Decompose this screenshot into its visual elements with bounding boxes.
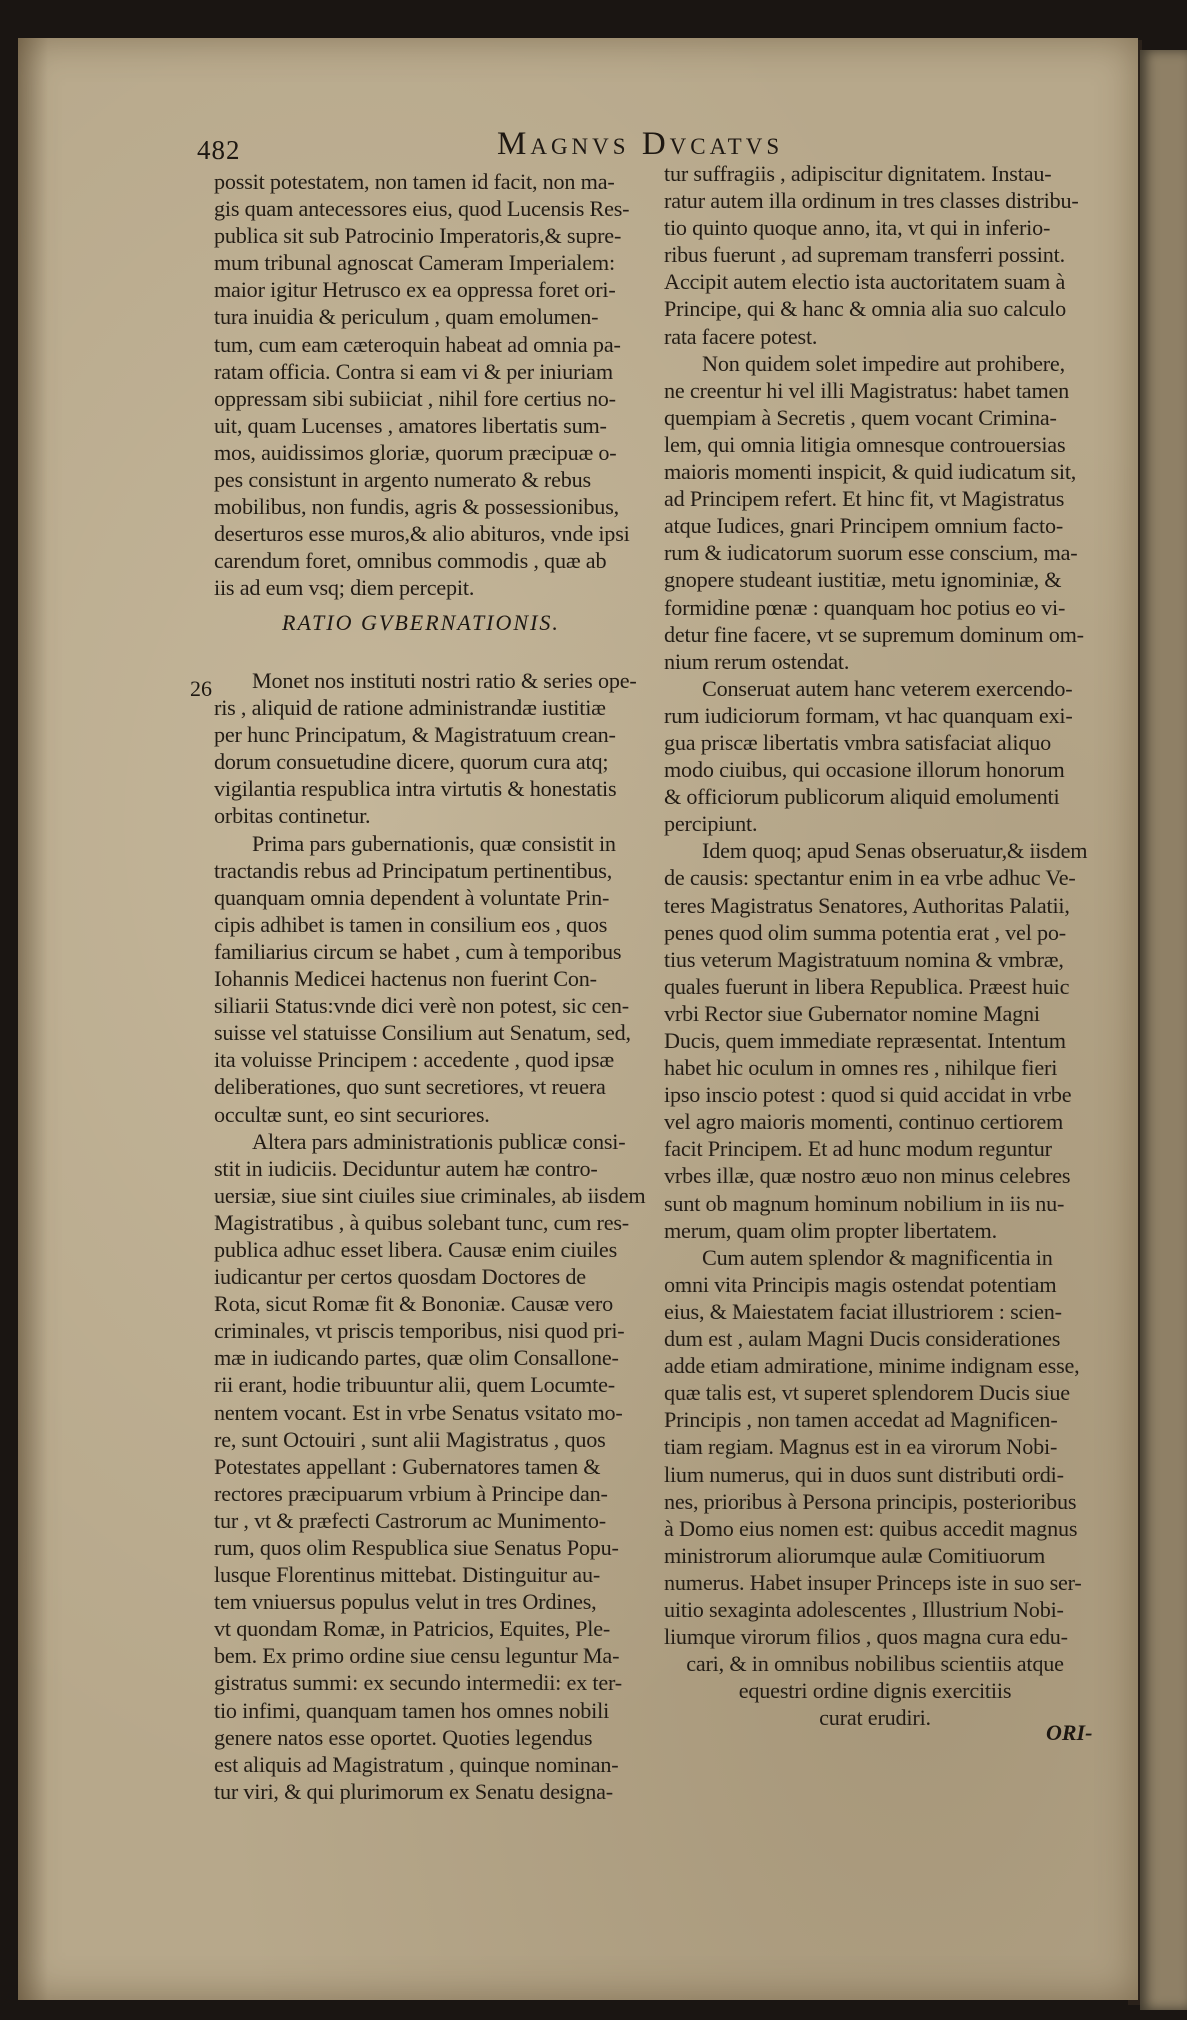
- text-line: eius, & Maiestatem faciat illustriorem : scien-: [664, 1298, 1062, 1324]
- text-line: quanquam omnia dependent à voluntate Prin-: [214, 884, 610, 910]
- text-line: equestri ordine dignis exercitiis: [738, 1678, 1012, 1704]
- text-line: per hunc Principatum, & Magistratuum crean-: [214, 722, 616, 748]
- text-line: publica adhuc esset libera. Causæ enim ciuiles: [214, 1236, 618, 1262]
- text-line: siliarii Status:vnde dici verè non potest, sic cen-: [214, 993, 629, 1019]
- text-line: tius veterum Magistratuum nomina & vmbræ,: [664, 946, 1064, 972]
- text-line: carendum foret, omnibus commodis , quæ ab: [214, 548, 607, 574]
- text-line: iudicantur per certos quosdam Doctores de: [214, 1264, 586, 1290]
- text-line: lium numerus, qui in duos sunt distributi ordi-: [664, 1461, 1064, 1487]
- text-line: oppressam sibi subiiciat , nihil fore certius no-: [214, 385, 616, 411]
- text-line: penes quod olim summa potentia erat , vel po-: [664, 919, 1066, 945]
- text-line: rum iudiciorum formam, vt hac quanquam exi-: [664, 702, 1073, 728]
- text-line: nes, prioribus à Persona principis, posterioribus: [664, 1488, 1077, 1514]
- text-line: teres Magistratus Senatores, Authoritas Palatii,: [664, 892, 1070, 918]
- text-line: possit potestatem, non tamen id facit, non ma-: [214, 169, 615, 194]
- left-column-lower: [214, 667, 654, 1805]
- left-column: [214, 168, 654, 602]
- right-paragraph-5: [664, 1244, 1086, 1732]
- text-line: lusque Florentinus mittebat. Distinguitur au-: [214, 1562, 601, 1588]
- text-line: ipso inscio potest : quod si quid accidat in vrbe: [664, 1082, 1072, 1108]
- text-line: bem. Ex primo ordine siue censu leguntur Ma-: [214, 1643, 620, 1669]
- text-line: ratur autem illa ordinum in tres classes distribu-: [664, 188, 1079, 214]
- text-line: gnopere studeant iustitiæ, metu ignominiæ, &: [664, 567, 1062, 593]
- text-line: Potestates appellant : Gubernatores tamen &: [214, 1453, 601, 1479]
- text-line: tura inuidia & periculum , quam emolumen-: [214, 304, 599, 330]
- text-line: nentem vocant. Est in vrbe Senatus vsitato mo-: [214, 1399, 623, 1425]
- text-line: lem, qui omnia litigia omnesque controuersias: [664, 431, 1066, 457]
- running-head: Magnvs Dvcatvs: [497, 126, 784, 162]
- text-line: Ducis, quem immediate repræsentat. Intentum: [664, 1028, 1066, 1053]
- text-line: maioris momenti inspicit, & quid iudicatum sit,: [664, 459, 1077, 485]
- right-column: [664, 160, 1086, 1731]
- text-line: à Domo eius nomen est: quibus accedit magnus: [664, 1515, 1078, 1541]
- text-line: suisse vel statuisse Consilium aut Senatum, sed,: [214, 1020, 631, 1046]
- text-line: atque Iudices, gnari Principem omnium facto-: [664, 513, 1064, 539]
- left-paragraph-4: [214, 1128, 654, 1805]
- text-line: uit, quam Lucenses , amatores libertatis sum-: [214, 412, 607, 438]
- text-line: quales fuerunt in libera Republica. Præest huic: [664, 973, 1070, 999]
- text-line: rum & iudicatorum suorum esse conscium, ma-: [664, 540, 1078, 566]
- text-line: tur viri, & qui plurimorum ex Senatu designa-: [214, 1778, 613, 1804]
- text-line: sunt ob magnum hominum nobilium in iis nu-: [664, 1190, 1065, 1216]
- left-paragraph-2: [214, 667, 654, 830]
- page-number: 482: [197, 135, 241, 165]
- text-line: Rota, sicut Romæ fit & Bononiæ. Causæ vero: [214, 1291, 613, 1317]
- text-line: maior igitur Hetrusco ex ea oppressa foret ori-: [214, 277, 616, 303]
- right-paragraph-3: [664, 675, 1086, 838]
- text-line: re, sunt Octouiri , sunt alii Magistratus , quos: [214, 1426, 606, 1452]
- text-line: & officiorum publicorum aliquid emolumenti: [664, 784, 1060, 810]
- text-line: tur , vt & præfecti Castrorum ac Munimento-: [214, 1507, 606, 1533]
- text-line: curat erudiri.: [819, 1705, 931, 1731]
- text-line: tum, cum eam cæteroquin habeat ad omnia pa-: [214, 331, 621, 357]
- left-paragraph-1: [214, 168, 654, 602]
- text-line: tio quinto quoque anno, ita, vt qui in inferio-: [664, 215, 1051, 241]
- right-paragraph-4: [664, 837, 1086, 1243]
- text-line: facit Principem. Et ad hunc modum reguntur: [664, 1136, 1052, 1162]
- text-line: mobilibus, non fundis, agris & possessionibus,: [214, 494, 619, 520]
- text-line: vrbi Rector siue Gubernator nomine Magni: [664, 1000, 1040, 1026]
- text-line: nium rerum ostendat.: [664, 648, 850, 674]
- text-line: cipis adhibet is tamen in consilium eos , quos: [214, 911, 608, 937]
- text-line: Non quidem solet impedire aut prohibere,: [702, 350, 1065, 376]
- text-line: est aliquis ad Magistratum , quinque nominan-: [214, 1751, 619, 1777]
- text-line: numerus. Habet insuper Princeps iste in suo ser-: [664, 1569, 1082, 1595]
- text-line: rata facere potest.: [664, 323, 818, 349]
- text-line: habet hic oculum in omnes res , nihilque fieri: [664, 1055, 1058, 1081]
- text-line: tur suffragiis , adipiscitur dignitatem. Instau-: [664, 161, 1052, 186]
- text-line: stit in iudiciis. Deciduntur autem hæ contro-: [214, 1155, 598, 1181]
- text-line: ribus fuerunt , ad supremam transferri possint.: [664, 242, 1065, 268]
- catchword: ORI-: [1046, 1720, 1093, 1745]
- text-line: uersiæ, siue sint ciuiles siue criminales, ab iisdem: [214, 1182, 646, 1208]
- text-line: Prima pars gubernationis, quæ consistit in: [252, 830, 616, 856]
- text-line: formidine pœnæ : quanquam hoc potius eo vi-: [664, 594, 1066, 620]
- text-line: pes consistunt in argento numerato & rebus: [214, 467, 591, 493]
- text-line: de causis: spectantur enim in ea vrbe adhuc Ve-: [664, 865, 1076, 891]
- text-line: vt quondam Romæ, in Patricios, Equites, Ple-: [214, 1616, 611, 1642]
- text-line: occultæ sunt, eo sint securiores.: [214, 1101, 490, 1127]
- section-heading: RATIO GVBERNATIONIS.: [282, 610, 560, 635]
- marginal-note: 26: [190, 676, 212, 701]
- text-line: tractandis rebus ad Principatum pertinentibus,: [214, 857, 613, 883]
- text-line: dum est , aulam Magni Ducis considerationes: [664, 1326, 1061, 1352]
- text-line: adde etiam admiratione, minime indignam esse,: [664, 1353, 1080, 1379]
- adjacent-page-edge: [1140, 50, 1187, 2010]
- text-line: Conseruat autem hanc veterem exercendo-: [702, 675, 1073, 701]
- text-line: Iohannis Medicei hactenus non fuerint Con-: [214, 966, 597, 992]
- text-line: vel agro maioris momenti, continuo certiorem: [664, 1109, 1064, 1135]
- text-line: ne creentur hi vel illi Magistratus: habet tamen: [664, 377, 1070, 403]
- text-line: ad Principem refert. Et hinc fit, vt Magistratus: [664, 486, 1065, 512]
- text-line: publica sit sub Patrocinio Imperatoris,& supre-: [214, 223, 622, 249]
- text-line: gua priscæ libertatis vmbra satisfaciat aliquo: [664, 729, 1051, 755]
- left-paragraph-3: [214, 830, 654, 1128]
- text-line: ita voluisse Principem : accedente , quod ipsæ: [214, 1047, 614, 1073]
- text-line: Principis , non tamen accedat ad Magnificen-: [664, 1407, 1058, 1433]
- text-line: tiam regiam. Magnus est in ea virorum Nobi-: [664, 1434, 1058, 1460]
- text-line: rii erant, hodie tribuuntur alii, quem Locumte-: [214, 1372, 615, 1398]
- text-line: mos, auidissimos gloriæ, quorum præcipuæ o-: [214, 439, 617, 465]
- text-line: gistratus summi: ex secundo intermedii: ex ter-: [214, 1670, 622, 1696]
- text-line: tem vniuersus populus velut in tres Ordines,: [214, 1589, 597, 1615]
- text-line: deserturos esse muros,& alio abituros, vnde ipsi: [214, 521, 630, 547]
- text-line: rectores præcipuarum vrbium à Principe dan-: [214, 1480, 608, 1506]
- text-line: liumque virorum filios , quos magna cura edu-: [664, 1624, 1068, 1650]
- text-line: ministrorum aliorumque aulæ Comitiuorum: [664, 1542, 1046, 1568]
- text-line: Altera pars administrationis publicæ consi-: [252, 1128, 626, 1154]
- text-line: vigilantia respublica intra virtutis & honestatis: [214, 776, 617, 802]
- text-line: Principe, qui & hanc & omnia alia suo calculo: [664, 296, 1066, 322]
- text-line: mum tribunal agnoscat Cameram Imperialem:: [214, 250, 615, 276]
- text-line: Cum autem splendor & magnificentia in: [702, 1244, 1053, 1270]
- text-line: quempiam à Secretis , quem vocant Crimina-: [664, 404, 1057, 430]
- text-line: ratam officia. Contra si eam vi & per iniuriam: [214, 358, 613, 384]
- text-line: deliberationes, quo sunt secretiores, vt reuera: [214, 1074, 606, 1100]
- text-line: mæ in iudicando partes, quæ olim Consallone-: [214, 1345, 619, 1371]
- text-line: tio infimi, quanquam tamen hos omnes nobili: [214, 1697, 610, 1723]
- text-line: orbitas continetur.: [214, 803, 371, 829]
- text-line: detur fine facere, vt se supremum dominum om-: [664, 621, 1084, 647]
- text-line: cari, & in omnibus nobilibus scientiis atque: [686, 1651, 1064, 1677]
- text-line: omni vita Principis magis ostendat potentiam: [664, 1271, 1057, 1297]
- text-line: familiarius circum se habet , cum à temporibus: [214, 938, 622, 964]
- text-line: iis ad eum vsq; diem percepit.: [214, 575, 475, 601]
- text-line: percipiunt.: [664, 811, 758, 837]
- text-line: genere natos esse oportet. Quoties legendus: [214, 1724, 593, 1750]
- text-line: ris , aliquid de ratione administrandæ iustitiæ: [214, 695, 606, 721]
- text-line: rum, quos olim Respublica siue Senatus Popu-: [214, 1535, 619, 1560]
- text-line: Idem quoq; apud Senas obseruatur,& iisdem: [702, 838, 1088, 864]
- text-line: Accipit autem electio ista auctoritatem suam à: [664, 269, 1066, 295]
- text-line: merum, quam olim propter libertatem.: [664, 1217, 997, 1243]
- text-line: criminales, vt priscis temporibus, nisi quod pri-: [214, 1318, 625, 1344]
- text-line: quæ talis est, vt superet splendorem Ducis siue: [664, 1380, 1070, 1406]
- text-line: vrbes illæ, quæ nostro æuo non minus celebres: [664, 1163, 1071, 1189]
- text-line: Monet nos instituti nostri ratio & series ope-: [252, 668, 637, 693]
- right-paragraph-1: [664, 160, 1086, 350]
- text-line: dorum consuetudine dicere, quorum cura atq;: [214, 749, 609, 775]
- text-line: gis quam antecessores eius, quod Lucensis Res-: [214, 196, 630, 222]
- right-paragraph-2: [664, 350, 1086, 675]
- text-line: modo ciuibus, qui occasione illorum honorum: [664, 757, 1065, 783]
- text-line: uitio sexaginta adolescentes , Illustrium Nobi-: [664, 1596, 1064, 1622]
- text-line: Magistratibus , à quibus solebant tunc, cum res-: [214, 1209, 629, 1235]
